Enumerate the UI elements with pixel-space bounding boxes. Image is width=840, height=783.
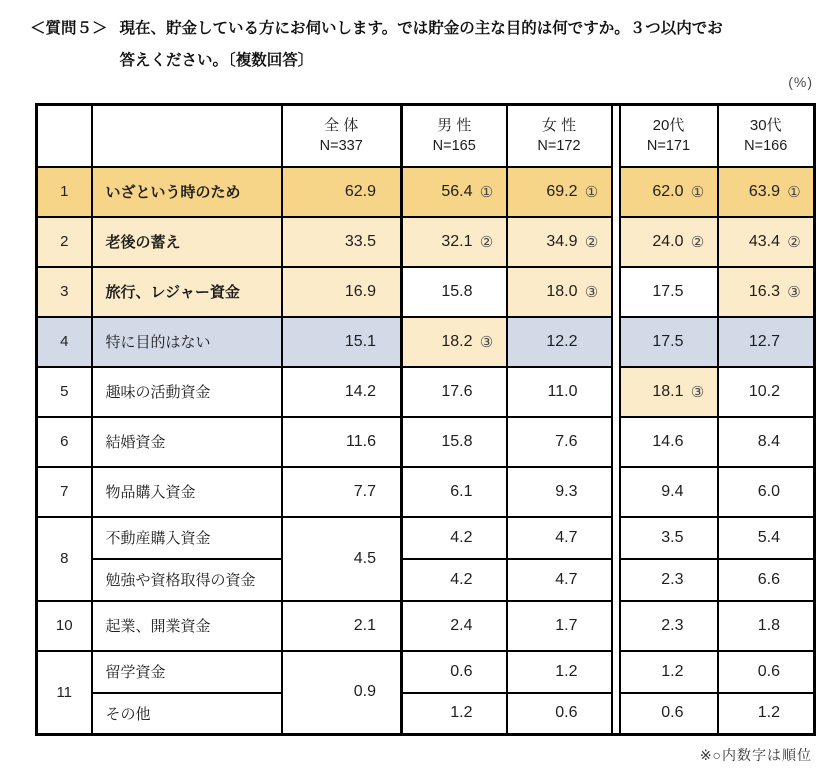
value-cell-age30	[718, 417, 815, 467]
value-cell-age20	[620, 559, 718, 601]
cell-value: 43.4	[748, 232, 780, 250]
value-cell-female	[507, 559, 612, 601]
table-row	[37, 517, 815, 559]
rank-badge: ①	[479, 183, 494, 201]
value-cell-female	[507, 317, 612, 367]
gap-spacer	[612, 105, 620, 167]
column-n: N=172	[537, 138, 581, 155]
value-cell-age30	[718, 367, 815, 417]
column-label: 30代	[749, 117, 782, 135]
cell-value: 15.8	[441, 432, 473, 450]
cell-value: 1.2	[555, 662, 578, 680]
value-cell-female	[507, 267, 612, 317]
rank-badge: ③	[787, 283, 801, 301]
header-row	[37, 105, 815, 167]
value-cell-male	[402, 317, 507, 367]
cell-value: 15.8	[441, 282, 473, 300]
column-label: 20代	[652, 117, 685, 135]
value-cell-male	[402, 267, 507, 317]
column-header-item	[92, 105, 282, 167]
gap-spacer	[612, 517, 620, 559]
value-cell-age20	[620, 317, 718, 367]
cell-value: 6.0	[757, 482, 780, 500]
column-header-male	[402, 105, 507, 167]
rank-cell: 4	[37, 317, 92, 367]
cell-value: 6.1	[450, 482, 473, 500]
value-cell-age30	[718, 517, 815, 559]
item-cell: いざという時のため	[92, 167, 282, 217]
cell-value: 17.5	[652, 282, 684, 300]
item-cell: 留学資金	[92, 651, 282, 693]
value-cell-female	[507, 417, 612, 467]
column-header-female	[507, 105, 612, 167]
cell-value: 7.6	[555, 432, 578, 450]
cell-value: 1.2	[757, 704, 780, 722]
column-label: 男 性	[437, 117, 472, 135]
rank-badge: ①	[787, 183, 801, 201]
item-cell: 起業、開業資金	[92, 601, 282, 651]
rank-cell: 10	[37, 601, 92, 651]
cell-value: 34.9	[546, 232, 578, 250]
gap-spacer	[612, 559, 620, 601]
value-cell-male	[402, 651, 507, 693]
cell-value: 4.7	[555, 528, 578, 546]
table-row	[37, 317, 815, 367]
cell-value: 2.3	[661, 616, 684, 634]
cell-value: 1.7	[555, 616, 578, 634]
value-cell-age20	[620, 693, 718, 735]
cell-value: 18.2	[441, 332, 473, 350]
item-cell: 不動産購入資金	[92, 517, 282, 559]
table-row	[37, 267, 815, 317]
question-title	[30, 13, 723, 77]
table-row	[37, 417, 815, 467]
value-cell-female	[507, 167, 612, 217]
gap-spacer	[612, 467, 620, 517]
rank-badge: ③	[584, 283, 599, 301]
cell-value: 3.5	[661, 528, 684, 546]
column-n: N=337	[319, 138, 363, 155]
value-cell-total: 33.5	[282, 217, 402, 267]
cell-value: 32.1	[441, 232, 473, 250]
gap-spacer	[612, 367, 620, 417]
value-cell-total: 11.6	[282, 417, 402, 467]
item-cell: 物品購入資金	[92, 467, 282, 517]
cell-value: 11.0	[547, 382, 578, 400]
question-text	[120, 13, 723, 77]
cell-value: 0.6	[661, 704, 684, 722]
cell-value: 4.2	[450, 570, 473, 588]
value-cell-age20	[620, 517, 718, 559]
gap-spacer	[612, 601, 620, 651]
gap-spacer	[612, 217, 620, 267]
table-row	[37, 217, 815, 267]
rank-cell: 6	[37, 417, 92, 467]
cell-value: 9.3	[555, 482, 578, 500]
value-cell-female	[507, 601, 612, 651]
cell-value: 2.4	[450, 616, 473, 634]
cell-value: 12.7	[748, 332, 780, 350]
rank-cell: 7	[37, 467, 92, 517]
gap-spacer	[612, 167, 620, 217]
table-row	[37, 651, 815, 693]
rank-badge: ②	[584, 233, 599, 251]
gap-spacer	[612, 417, 620, 467]
value-cell-male	[402, 367, 507, 417]
cell-value: 12.2	[546, 332, 578, 350]
cell-value: 4.2	[450, 528, 473, 546]
column-header-total	[282, 105, 402, 167]
value-cell-age20	[620, 267, 718, 317]
cell-value: 14.6	[652, 432, 684, 450]
item-cell: その他	[92, 693, 282, 735]
cell-value: 8.4	[757, 432, 780, 450]
value-cell-female	[507, 651, 612, 693]
column-n: N=171	[646, 138, 691, 155]
question-number: ＜質問５＞	[30, 20, 108, 37]
gap-spacer	[612, 267, 620, 317]
gap-spacer	[612, 693, 620, 735]
value-cell-age30	[718, 601, 815, 651]
value-cell-age30	[718, 651, 815, 693]
value-cell-age20	[620, 417, 718, 467]
cell-value: 2.3	[661, 570, 684, 588]
cell-value: 16.3	[748, 282, 780, 300]
cell-value: 0.6	[555, 704, 578, 722]
item-cell: 勉強や資格取得の資金	[92, 559, 282, 601]
value-cell-age30	[718, 217, 815, 267]
table-row	[37, 601, 815, 651]
value-cell-age20	[620, 167, 718, 217]
value-cell-total: 15.1	[282, 317, 402, 367]
column-label: 女 性	[541, 117, 577, 135]
gap-spacer	[612, 317, 620, 367]
rank-badge: ②	[787, 233, 801, 251]
value-cell-age20	[620, 367, 718, 417]
rank-cell: 1	[37, 167, 92, 217]
cell-value: 17.5	[652, 332, 684, 350]
value-cell-male	[402, 467, 507, 517]
value-cell-total: 14.2	[282, 367, 402, 417]
value-cell-age30	[718, 267, 815, 317]
value-cell-total: 7.7	[282, 467, 402, 517]
value-cell-female	[507, 217, 612, 267]
value-cell-total: 0.9	[282, 651, 402, 735]
value-cell-male	[402, 167, 507, 217]
value-cell-age20	[620, 467, 718, 517]
value-cell-female	[507, 467, 612, 517]
value-cell-female	[507, 517, 612, 559]
cell-value: 63.9	[748, 182, 780, 200]
column-header-rank	[37, 105, 92, 167]
value-cell-age20	[620, 651, 718, 693]
value-cell-total: 2.1	[282, 601, 402, 651]
rank-badge: ①	[690, 183, 705, 201]
cell-value: 24.0	[652, 232, 684, 250]
cell-value: 6.6	[757, 570, 780, 588]
rank-cell: 5	[37, 367, 92, 417]
column-n: N=166	[744, 138, 788, 155]
rank-badge: ①	[584, 183, 599, 201]
value-cell-male	[402, 217, 507, 267]
gap-spacer	[612, 651, 620, 693]
cell-value: 18.0	[546, 282, 578, 300]
question-text-line1: 現在、貯金している方にお伺いします。では貯金の主な目的は何ですか。３つ以内でお	[119, 20, 723, 37]
item-cell: 老後の蓄え	[92, 217, 282, 267]
value-cell-age30	[718, 693, 815, 735]
cell-value: 0.6	[450, 662, 473, 680]
value-cell-age30	[718, 467, 815, 517]
rank-badge: ②	[690, 233, 705, 251]
column-header-age30	[718, 105, 815, 167]
column-header-age20	[620, 105, 718, 167]
results-table	[35, 103, 816, 736]
cell-value: 1.2	[661, 662, 684, 680]
cell-value: 1.8	[757, 616, 780, 634]
value-cell-age20	[620, 217, 718, 267]
cell-value: 0.6	[757, 662, 780, 680]
cell-value: 17.6	[441, 382, 473, 400]
cell-value: 5.4	[757, 528, 780, 546]
rank-cell: 11	[37, 651, 92, 735]
rank-badge: ③	[690, 383, 705, 401]
unit-label: (%)	[788, 74, 813, 90]
cell-value: 18.1	[652, 382, 684, 400]
rank-cell: 2	[37, 217, 92, 267]
value-cell-male	[402, 517, 507, 559]
cell-value: 10.2	[748, 382, 780, 400]
value-cell-female	[507, 693, 612, 735]
rank-cell: 8	[37, 517, 92, 601]
column-n: N=165	[432, 138, 476, 155]
rank-badge: ③	[479, 333, 494, 351]
cell-value: 1.2	[450, 704, 473, 722]
table-row	[37, 167, 815, 217]
rank-badge: ②	[479, 233, 494, 251]
value-cell-male	[402, 601, 507, 651]
item-cell: 旅行、レジャー資金	[92, 267, 282, 317]
value-cell-total: 4.5	[282, 517, 402, 601]
value-cell-total: 16.9	[282, 267, 402, 317]
item-cell: 結婚資金	[92, 417, 282, 467]
cell-value: 69.2	[546, 182, 578, 200]
question-text-line2: 答えください。〔複数回答〕	[119, 52, 314, 69]
rank-cell: 3	[37, 267, 92, 317]
table-row	[37, 367, 815, 417]
cell-value: 9.4	[661, 482, 684, 500]
value-cell-age20	[620, 601, 718, 651]
table-row	[37, 559, 815, 601]
cell-value: 4.7	[555, 570, 578, 588]
value-cell-female	[507, 367, 612, 417]
table-row	[37, 467, 815, 517]
value-cell-age30	[718, 317, 815, 367]
value-cell-male	[402, 417, 507, 467]
value-cell-age30	[718, 559, 815, 601]
value-cell-male	[402, 693, 507, 735]
value-cell-age30	[718, 167, 815, 217]
cell-value: 56.4	[441, 182, 473, 200]
table-row	[37, 693, 815, 735]
column-label: 全 体	[324, 117, 359, 135]
value-cell-total: 62.9	[282, 167, 402, 217]
cell-value: 62.0	[652, 182, 684, 200]
footnote: ※○内数字は順位	[699, 747, 812, 763]
item-cell: 特に目的はない	[92, 317, 282, 367]
value-cell-male	[402, 559, 507, 601]
item-cell: 趣味の活動資金	[92, 367, 282, 417]
